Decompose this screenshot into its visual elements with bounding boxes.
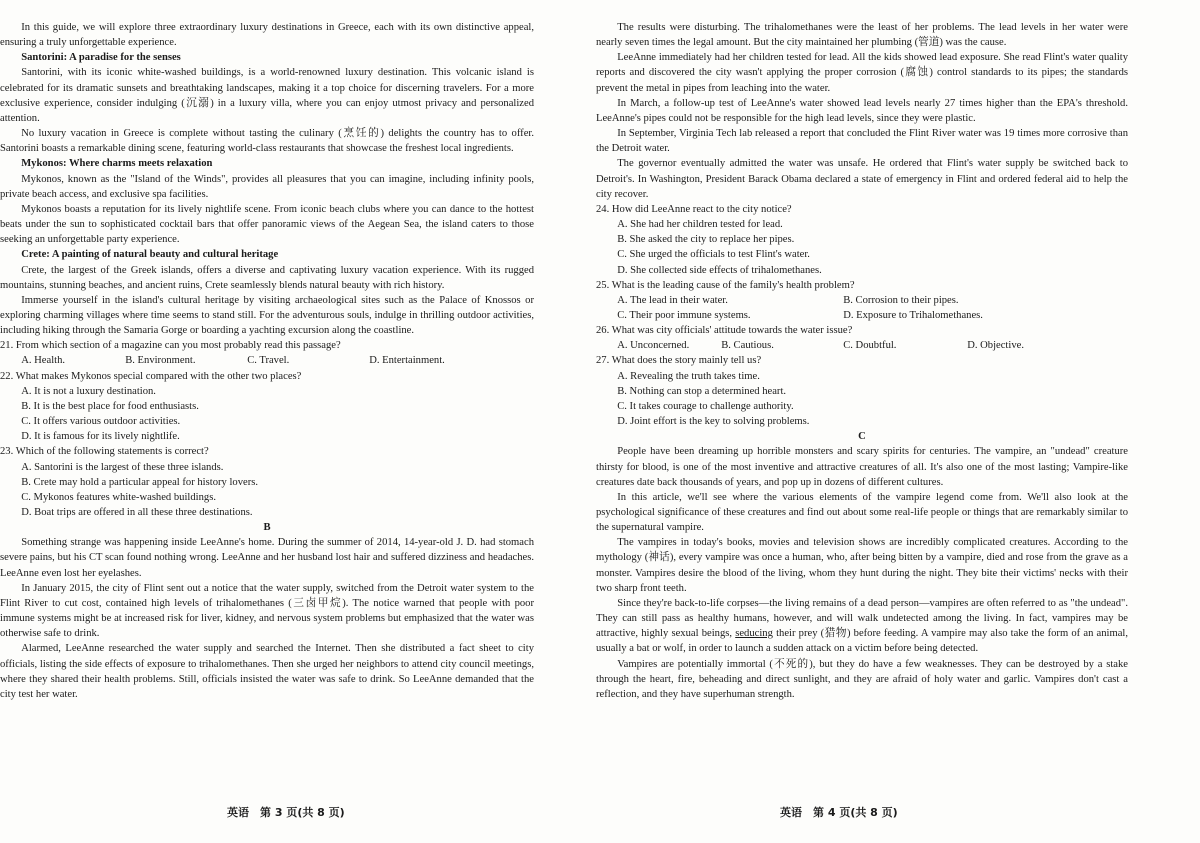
intro-paragraph: In this guide, we will explore three extraordinary luxury destinations in Greece, each with its own distinctive appeal, ensuring a truly unforgettable experience. [0,22,534,49]
crete-paragraph-2: Immerse yourself in the island's cultural heritage by visiting archaeological sites such as the Palace of Knossos or exploring charming villages where time seems to stand still. For the adventurous souls, indulge in thrilling outdoor activities, including hiking through the Samaria Gorge or boarding a yachting excursion along the coastline. [0,294,534,337]
crete-heading: Crete: A painting of natural beauty and cultural heritage [21,249,279,261]
question-24: 24. How did LeeAnne react to the city notice? [596,203,792,215]
question-21: 21. From which section of a magazine can you most probably read this passage? [0,340,341,352]
option[interactable]: B. Environment. [125,355,196,367]
page-footer-left: 英语 第 3 页(共 8 页) [227,806,345,819]
option[interactable]: D. Boat trips are offered in all these three destinations. [21,507,253,518]
passage-b-paragraph-6: In March, a follow-up test of LeeAnne's water showed lead levels nearly 27 times higher than the EPA's threshold. LeeAnne's pipes could not be responsible for the high lead levels, since they were plastic. [596,97,1128,124]
option[interactable]: C. Their poor immune systems. [617,309,751,321]
option[interactable]: C. It takes courage to challenge authority. [617,400,794,412]
section-b-heading: B [263,522,271,534]
option[interactable]: A. Health. [21,355,66,367]
passage-b-paragraph-3: Alarmed, LeeAnne researched the water supply and searched the Internet. Then she distributed a fact sheet to city officials, listing the side effects of exposure to trihalomethanes. Then she urged her neighbors to attend city council meetings, where they shared their health problems. Still, officials insisted the water was safe to drink. So LeeAnne demanded that the city test her water. [0,643,534,700]
option[interactable]: A. Santorini is the largest of these three islands. [21,461,224,473]
question-26: 26. What was city officials' attitude towards the water issue? [596,325,853,337]
option[interactable]: B. Corrosion to their pipes. [843,294,959,306]
passage-c-paragraph-2: In this article, we'll see where the various elements of the vampire legend come from. We'll also look at the psychological significance of these creatures and find out about some real-life people or things that are remarkably similar to the supernatural vampire. [596,491,1128,534]
option[interactable]: C. She urged the officials to test Flint's water. [617,249,810,261]
question-26-options [596,338,1128,353]
crete-paragraph-1: Crete, the largest of the Greek islands, offers a diverse and captivating luxury vacation experience. With its rugged mountains, stunning beaches, and ancient ruins, Crete seamlessly blends natural beauty with rich history. [0,264,534,291]
passage-c-paragraph-5: Vampires are potentially immortal (不死的), but they do have a few weaknesses. They can be destroyed by a stake through the heart, fire, beheading and direct sunlight, and they are afraid of holy water and garlic. Vampires don't cast a reflection, and they have superhuman strength. [596,658,1128,700]
option[interactable]: C. Mykonos features white-washed buildings. [21,491,216,503]
mykonos-paragraph-2: Mykonos boasts a reputation for its lively nightlife scene. From iconic beach clubs where you can dance to the hottest beats under the sun to sophisticated cocktail bars that offer panoramic views of the Aegean Sea, the island caters to those seeking an unforgettable party experience. [0,203,534,246]
option[interactable]: C. Travel. [247,355,290,367]
option[interactable]: A. The lead in their water. [617,294,728,306]
option[interactable]: B. Cautious. [721,340,774,352]
option[interactable]: B. Nothing can stop a determined heart. [617,385,787,397]
question-25-options-row-2 [596,308,1128,323]
question-21-options [0,353,534,368]
right-page [596,20,1128,843]
question-23: 23. Which of the following statements is correct? [0,446,209,458]
option[interactable]: B. It is the best place for food enthusiasts. [21,400,199,412]
passage-b-paragraph-8: The governor eventually admitted the water was unsafe. He ordered that Flint's water supply be switched back to Detroit's. In Washington, President Barack Obama declared a state of emergency in Flint and ordered federal aid to help the city recover. [596,158,1128,200]
passage-c-paragraph-4 [596,596,1128,657]
option[interactable]: A. Revealing the truth takes time. [617,370,760,382]
passage-b-paragraph-2: In January 2015, the city of Flint sent out a notice that the water supply, switched from the Detroit water system to the Flint River to cut cost, contained high levels of trihalomethanes (三卤甲烷). The notice warned that people with poor immune systems might be at increased risk for liver, kidney, and nervous system problems but emphasized that the water was otherwise safe to drink. [0,582,534,640]
passage-c-paragraph-3: The vampires in today's books, movies and television shows are incredibly complicated creatures. According to the mythology (神话), every vampire was once a human, who, after being bitten by a vampire, died and rose from the grave as a monster. Vampires desire the blood of the living, whom they hunt during the night. They bite their victims' necks with their two sharp front teeth. [596,537,1128,594]
question-25-options-row-1 [596,293,1128,308]
mykonos-paragraph-1: Mykonos, known as the "Island of the Winds", provides all pleasures that you can imagine, including infinity pools, private beach access, and exclusive spa facilities. [0,173,534,200]
left-page [0,20,534,843]
mykonos-heading: Mykonos: Where charms meets relaxation [21,158,213,170]
option[interactable]: D. It is famous for its lively nightlife. [21,431,180,443]
passage-b-paragraph-5: LeeAnne immediately had her children tested for lead. All the kids showed lead exposure. She read Flint's water quality reports and discovered the city wasn't applying the proper corrosion (腐蚀) control standards to its pipes; the standards prevent the metal in pipes from leaching into the water. [596,52,1128,94]
option[interactable]: D. She collected side effects of trihalomethanes. [617,264,822,276]
passage-c-paragraph-1: People have been dreaming up horrible monsters and scary spirits for centuries. The vampire, an "undead" creature thirsty for blood, is one of the most inventive and attractive creatures of all. It's also one of the most lasting; Vampire-like creatures date back thousands of years, and pop up in dozens of different cultures. [596,446,1128,488]
option[interactable]: A. She had her children tested for lead. [617,219,783,231]
option[interactable]: D. Exposure to Trihalomethanes. [843,309,983,321]
santorini-paragraph-2: No luxury vacation in Greece is complete without tasting the culinary (烹饪的) delights the country has to offer. Santorini boasts a remarkable dining scene, featuring world-class restaurants that showcase the freshest local ingredients. [0,128,534,155]
option[interactable]: A. It is not a luxury destination. [21,385,156,397]
question-27: 27. What does the story mainly tell us? [596,355,762,367]
passage-b-paragraph-1: Something strange was happening inside LeeAnne's home. During the summer of 2014, 14-year-old J. D. had stomach severe pains, but his CT scan found nothing wrong. LeeAnne and her husband lost hair and suffered dizziness and headaches. LeeAnne even lost her eyelashes. [0,537,534,579]
paragraph-text: their prey (猎物) before feeding. A vampire may also take the form of an animal, usually a bat or wolf, in order to launch a sudden attack on a victim before being detected. [596,628,1129,655]
question-22: 22. What makes Mykonos special compared with the other two places? [0,370,302,382]
underlined-word: seducing [735,628,773,640]
page-footer-right: 英语 第 4 页(共 8 页) [780,806,898,819]
option[interactable]: D. Objective. [967,340,1024,352]
option[interactable]: B. Crete may hold a particular appeal for history lovers. [21,476,259,488]
question-25: 25. What is the leading cause of the family's health problem? [596,279,855,291]
option[interactable]: C. Doubtful. [843,340,897,352]
option[interactable]: B. She asked the city to replace her pipes. [617,234,795,246]
section-c-heading: C [858,431,866,443]
santorini-heading: Santorini: A paradise for the senses [21,52,181,64]
option[interactable]: D. Entertainment. [369,355,445,367]
santorini-paragraph-1: Santorini, with its iconic white-washed buildings, is a world-renowned luxury destination. This volcanic island is celebrated for its dramatic sunsets and breathtaking landscapes, making it a top choice for discerning travelers. For a more exclusive experience, consider indulging (沉溺) in a luxury villa, where you can enjoy utmost privacy and personalized attention. [0,67,534,124]
paragraph-text: Since they're back-to-life corpses—the living remains of a dead person—vampires are often referred to as "the undead". They can still pass as healthy humans, however, and will walk undetected among the living. In fact, vampires may be attractive, highly sexual beings, [596,597,1128,640]
option[interactable]: C. It offers various outdoor activities. [21,416,181,428]
passage-b-paragraph-7: In September, Virginia Tech lab released a report that concluded the Flint River water was 19 times more corrosive than the Detroit water. [596,128,1128,155]
passage-b-paragraph-4: The results were disturbing. The trihalomethanes were the least of her problems. The lead levels in her water were nearly seven times the legal amount. But the city maintained her plumbing (管道) was the cause. [596,22,1128,49]
option[interactable]: D. Joint effort is the key to solving problems. [617,416,810,428]
option[interactable]: A. Unconcerned. [617,340,690,352]
